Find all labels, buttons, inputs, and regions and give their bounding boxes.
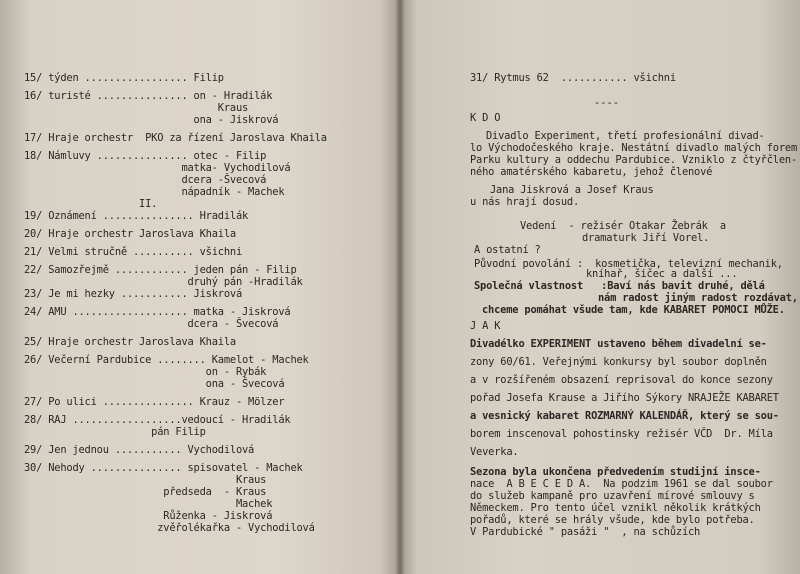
left-page-text-line: on - Rybák	[24, 366, 267, 378]
left-page-text-line: 16/ turisté ............... on - Hradilák	[24, 90, 273, 102]
left-page-text-line: Růženka - Jiskrová	[24, 510, 273, 522]
right-page-text-line: V Pardubické " pasáži " , na schůzích	[470, 526, 701, 538]
left-page-text-line: 24/ AMU ................... matka - Jiskrová	[24, 306, 291, 318]
left-page-text-line: 25/ Hraje orchestr Jaroslava Khaila	[24, 336, 236, 348]
left-page-text-line: matka- Vychodilová	[24, 162, 291, 174]
left-page-text-line: ona - Jiskrová	[24, 114, 279, 126]
right-page-text-line: J A K	[470, 320, 501, 332]
left-page-text-line: pán Filip	[24, 426, 206, 438]
left-page-text-line: 21/ Velmi stručně .......... všichni	[24, 246, 243, 258]
right-page-text-line: Veverka.	[470, 446, 519, 458]
right-page-text-line: pořadů, které se hrály všude, kde bylo potřeba.	[470, 514, 755, 526]
right-page-text-line: do služeb kampaně pro uzavření mírové smlouvy s	[470, 490, 755, 502]
right-page-text-line: Sezona byla ukončena předvedením studijní insce-	[470, 466, 761, 478]
right-page-text-line: Německem. Pro tento účel vznikl několik krátkých	[470, 502, 761, 514]
right-page-text-line: A ostatní ?	[474, 244, 541, 256]
right-page-text-line: nace A B E C E D A. Na podzim 1961 se dal soubor	[470, 478, 773, 490]
left-page-text-line: Machek	[24, 498, 273, 510]
right-page-text-line: Původní povolání : kosmetička, televizní mechanik,	[474, 258, 783, 270]
right-page-text-line: borem inscenoval pohostinsky režisér VČD Dr. Míla	[470, 428, 773, 440]
right-page-text-line: 31/ Rytmus 62 ........... všichni	[470, 72, 676, 84]
left-page-text-line: 30/ Nehody ............... spisovatel - Machek	[24, 462, 303, 474]
left-page-text-line: 28/ RAJ ..................vedoucí - Hradilák	[24, 414, 291, 426]
left-page-text-line: 17/ Hraje orchestr PKO za řízení Jaroslava Khaila	[24, 132, 327, 144]
left-page-text-line: Kraus	[24, 474, 267, 486]
right-page-text-line: K D O	[470, 112, 501, 124]
right-page-text-line: Jana Jiskrová a Josef Kraus	[490, 184, 654, 196]
left-page-text-line: ona - Švecová	[24, 378, 285, 390]
left-page-text-line: zvěřolékařka - Vychodilová	[24, 522, 315, 534]
left-page-text-line: 15/ týden ................. Filip	[24, 72, 224, 84]
left-page-text-line: 23/ Je mi hezky ........... Jiskrová	[24, 288, 243, 300]
left-page-text-line: 26/ Večerní Pardubice ........ Kamelot - Machek	[24, 354, 309, 366]
right-page-text-line: kníhař, šičec a další ...	[586, 268, 738, 280]
left-page-text-line: dcera -Švecová	[24, 174, 267, 186]
right-page-text-line: Divadélko EXPERIMENT ustaveno během divadelní se-	[470, 338, 767, 350]
right-page	[400, 0, 800, 574]
right-page-text-line: Společná vlastnost :Baví nás bavit druhé, dělá	[474, 280, 765, 292]
right-page-text-line: Parku kultury a oddechu Pardubice. Vzniklo z čtyřčlen-	[470, 154, 798, 166]
left-page-text-line: 27/ Po ulici ............... Krauz - Mölzer	[24, 396, 285, 408]
right-page-text-line: dramaturk Jiří Vorel.	[582, 232, 710, 244]
left-page-text-line: dcera - Švecová	[24, 318, 279, 330]
right-page-text-line: pořad Josefa Krause a Jiřího Sýkory NRAJEŽE KABARET	[470, 392, 779, 404]
left-page-text-line: 18/ Námluvy ............... otec - Filip	[24, 150, 267, 162]
left-page-text-line: 19/ Oznámení ............... Hradilák	[24, 210, 249, 222]
left-page-text-line: nápadník - Machek	[24, 186, 285, 198]
section-separator: ----	[594, 97, 620, 109]
right-page-text-line: a v rozšířeném obsazení reprisoval do konce sezony	[470, 374, 773, 386]
right-page-text-line: nám radost jiným radost rozdávat,	[598, 292, 798, 304]
left-page-text-line: 22/ Samozřejmě ............ jeden pán - Filip	[24, 264, 297, 276]
book-gutter	[396, 0, 404, 574]
left-page-text-line: předseda - Kraus	[24, 486, 267, 498]
left-page-text-line: II.	[24, 198, 158, 210]
left-page-text-line: druhý pán -Hradilák	[24, 276, 303, 288]
right-page-text-line: zony 60/61. Veřejnými konkursy byl soubor doplněn	[470, 356, 767, 368]
right-page-text-line: u nás hrají dosud.	[470, 196, 580, 208]
left-page-text-line: 20/ Hraje orchestr Jaroslava Khaila	[24, 228, 236, 240]
right-page-text-line: Divadlo Experiment, třetí profesionální divad-	[486, 130, 765, 142]
right-page-text-line: lo Východočeského kraje. Nestátní divadlo malých forem	[470, 142, 798, 154]
left-page-text-line: 29/ Jen jednou ........... Vychodilová	[24, 444, 255, 456]
right-page-text-line: a vesnický kabaret ROZMARNÝ KALENDÁŘ, který se sou-	[470, 410, 779, 422]
left-page-text-line: Kraus	[24, 102, 249, 114]
right-page-text-line: chceme pomáhat všude tam, kde KABARET POMOCI MŮŽE.	[482, 304, 785, 316]
right-page-text-line: Vedení - režisér Otakar Žebrák a	[520, 220, 726, 232]
right-page-text-line: ného amatérského kabaretu, jehož členové	[470, 166, 713, 178]
